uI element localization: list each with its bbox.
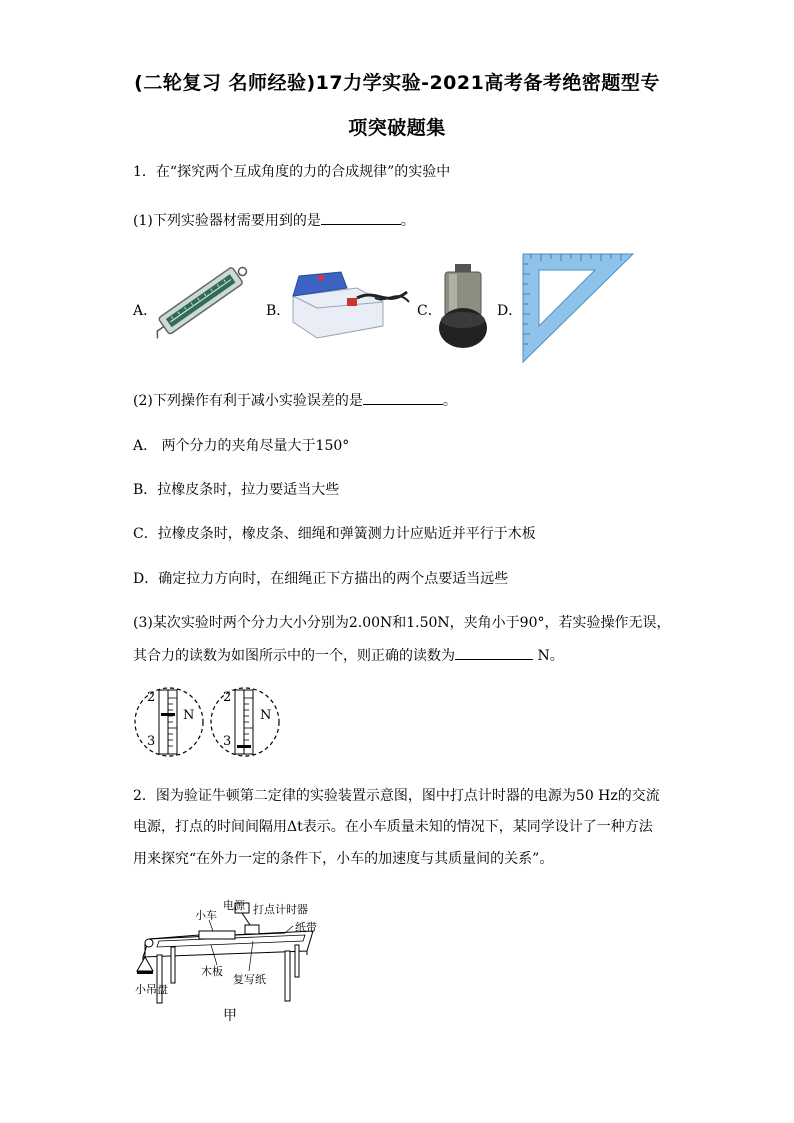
triangle-ruler-icon: [521, 252, 635, 364]
gauge-right-top-label: 2: [223, 690, 232, 705]
spring-scale-icon: [150, 254, 256, 354]
option-c-label: C．: [417, 303, 442, 319]
gauge-left-unit: N: [183, 708, 195, 723]
q1-part2: [133, 390, 457, 411]
weight-icon: [437, 262, 489, 352]
label-tray: 小吊盘: [135, 983, 168, 996]
q1-part3-line2: [133, 645, 564, 666]
option-a-label: A．: [133, 303, 158, 319]
gauge-left-bottom-label: 3: [147, 734, 156, 749]
answer-blank[interactable]: [363, 390, 443, 405]
q1-part1-text: (1)下列实验器材需要用到的是: [133, 213, 321, 229]
spark-timer-icon: [287, 268, 412, 344]
q1-part2-end: 。: [442, 393, 457, 409]
q1-part2-text: (2)下列操作有利于减小实验误差的是: [133, 393, 363, 409]
answer-blank[interactable]: [455, 645, 533, 660]
gauge-right-bottom-label: 3: [223, 734, 232, 749]
option-d: D．确定拉力方向时，在细绳正下方描出的两个点要适当远些: [133, 571, 509, 587]
option-d-label: D．: [497, 303, 523, 319]
gauge-figure: [133, 686, 288, 758]
q1-part1: [133, 210, 415, 231]
q2-line2: 电源，打点的时间间隔用Δt表示。在小车质量未知的情况下，某同学设计了一种方法: [133, 819, 653, 835]
q1-stem: 1．在“探究两个互成角度的力的合成规律”的实验中: [133, 164, 451, 180]
gauge-right-unit: N: [260, 708, 272, 723]
option-c: C．拉橡皮条时，橡皮条、细绳和弹簧测力计应贴近并平行于木板: [133, 526, 536, 542]
document-title: (二轮复习 名师经验)17力学实验-2021高考备考绝密题型专: [134, 72, 660, 94]
label-board: 木板: [201, 965, 223, 978]
figure-caption: 甲: [223, 1008, 237, 1024]
option-b: B．拉橡皮条时，拉力要适当大些: [133, 482, 340, 498]
apparatus-figure: [135, 895, 325, 1025]
answer-blank[interactable]: [321, 210, 401, 225]
gauge-left-top-label: 2: [147, 690, 156, 705]
label-carbon: 复写纸: [233, 973, 266, 986]
label-tape: 纸带: [295, 921, 317, 934]
label-power: 电源: [223, 899, 245, 912]
q1-part3-line1: (3)某次实验时两个分力大小分别为2.00N和1.50N，夹角小于90°，若实验操作无误，: [133, 615, 671, 631]
document-title-line2: 项突破题集: [348, 117, 446, 139]
q2-line3: 用来探究“在外力一定的条件下，小车的加速度与其质量间的关系”。: [133, 851, 554, 867]
label-timer: 打点计时器: [253, 903, 308, 916]
q1-part1-end: 。: [400, 213, 415, 229]
q1-part3-end: N。: [533, 648, 564, 664]
q2-line1: 2．图为验证牛顿第二定律的实验装置示意图，图中打点计时器的电源为50 Hz的交流: [133, 788, 660, 804]
q1-part3-text: 其合力的读数为如图所示中的一个，则正确的读数为: [133, 648, 455, 664]
option-a: A． 两个分力的夹角尽量大于150°: [133, 438, 350, 454]
label-cart: 小车: [195, 909, 217, 922]
option-b-label: B．: [266, 303, 291, 319]
